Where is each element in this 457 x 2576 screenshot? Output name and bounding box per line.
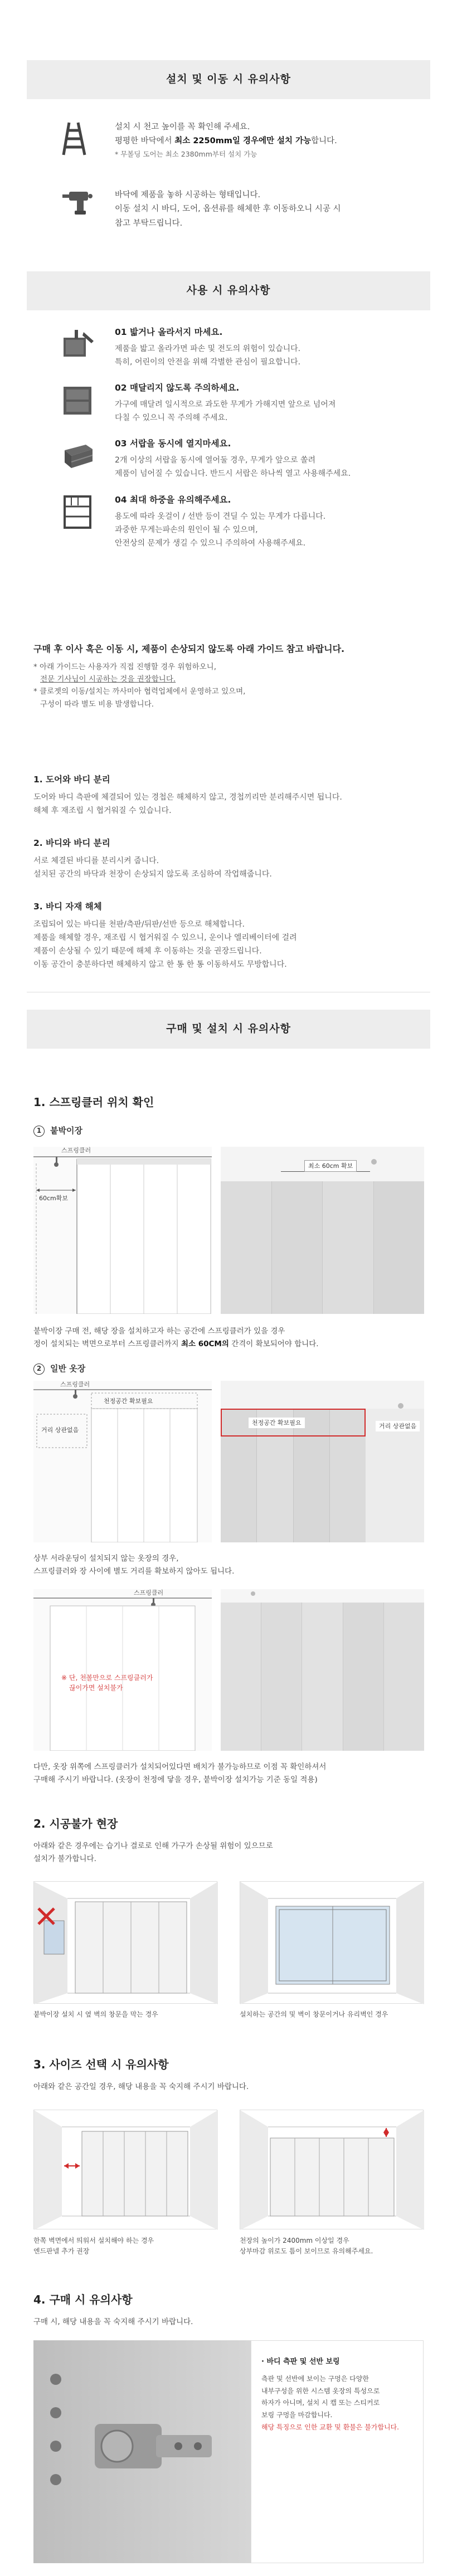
- section-install-move: [0, 60, 457, 99]
- move-note: 전문 기사님이 시공하는 것을 권장합니다.: [40, 675, 176, 684]
- builtin-label: 붙박이장: [50, 1126, 82, 1136]
- step-line: 서로 체결된 바디를 분리시켜 줍니다.: [33, 856, 159, 866]
- hanging-icon: [61, 383, 96, 418]
- note-title: · 바디 측판 및 선반 보링: [261, 2358, 340, 2366]
- sprinkler-title: 1. 스프링클러 위치 확인: [33, 1095, 154, 1109]
- usage-item-title: 01 밟거나 올라서지 마세요.: [115, 327, 223, 337]
- desc-line: 설치가 불가합니다.: [33, 1854, 96, 1863]
- caption-line: 상부 서라운딩이 설치되지 않는 옷장의 경우,: [33, 1554, 179, 1563]
- size-gap-diagram: [33, 2110, 217, 2229]
- caption-line: 다만, 옷장 위쪽에 스프링클러가 설치되어있다면 배치가 불가능하므로 이점 꼭 확인하셔서: [33, 1762, 327, 1771]
- move-step-1: [33, 773, 435, 817]
- usage-item-title: 03 서랍을 동시에 열지마세요.: [115, 439, 231, 449]
- floor-line-3: 참고 부탁드립니다.: [115, 218, 183, 228]
- floor-line-1: 바닥에 제품을 놓하 시공하는 형태입니다.: [115, 191, 261, 199]
- usage-item-title: 02 매달리지 않도록 주의하세요.: [115, 383, 240, 393]
- move-note: * 클로젯의 이동/설치는 까사미아 협력업체에서 운영하고 있으며,: [33, 687, 246, 697]
- purchase-title: 4. 구매 시 유의사항: [33, 2293, 133, 2306]
- diagram-label: 천정공간 확보필요: [104, 1397, 153, 1405]
- usage-item-line: 2개 이상의 서랍을 동시에 열어둘 경우, 무게가 앞으로 쏠려: [115, 456, 316, 465]
- builtin-heading: [33, 1124, 82, 1137]
- section-title-usage: 사용 시 유의사항: [27, 271, 430, 310]
- purchase-desc: 구매 시, 해당 내용을 꼭 숙지해 주시기 바랍니다.: [33, 2317, 193, 2326]
- usage-item-line: 특히, 어린이의 안전을 위해 각별한 관심이 필요합니다.: [115, 358, 301, 367]
- size-desc: 아래와 같은 공간일 경우, 해당 내용을 꼭 숙지해 주시기 바랍니다.: [33, 2082, 249, 2091]
- wardrobe-heading: [33, 1362, 85, 1375]
- no-install-desc: [33, 1840, 435, 1866]
- builtin-photo: [221, 1147, 424, 1314]
- step-line: 조립되어 있는 바디를 천판/측판/뒤판/선반 등으로 해체합니다.: [33, 920, 245, 929]
- section-purchase: [0, 1010, 457, 1049]
- height-line-2: 평평한 바닥에서 최소 2250mm일 경우에만 설치 가능합니다.: [115, 137, 337, 146]
- caption-side-window: 붙박이장 설치 시 옆 벽의 창문을 막는 경우: [33, 2010, 158, 2018]
- usage-item-line: 제품이 넘어질 수 있습니다. 반드시 서랍은 하나씩 열고 사용해주세요.: [115, 469, 351, 479]
- move-step-2: [33, 836, 435, 881]
- drawer-icon: [61, 439, 96, 474]
- step-line: 이동 공간이 충분하다면 해체하지 않고 한 통 한 통 이동하셔도 무방합니다.: [33, 960, 287, 970]
- wardrobe-diagram: [33, 1381, 212, 1542]
- no-install-side-window: [33, 1881, 217, 2004]
- hinge-photo: [33, 2340, 424, 2563]
- sprinkler-warning-photo: [221, 1589, 424, 1751]
- move-title: 구매 후 이사 혹은 이동 시, 제품이 손상되지 않도록 아래 가이드 참고 바랍니다.: [33, 644, 345, 654]
- photo-label: 천정공간 확보필요: [249, 1418, 305, 1428]
- usage-item: [61, 325, 418, 369]
- move-note: * 아래 가이드는 사용자가 직접 진행할 경우 위험하오니,: [33, 662, 216, 671]
- usage-item: [61, 493, 418, 550]
- height-notice: [61, 120, 407, 160]
- step-title: 2. 바디와 바디 분리: [33, 838, 110, 848]
- floor-notice: [61, 188, 418, 231]
- wardrobe-label: 일반 옷장: [50, 1364, 86, 1374]
- section-title-install: 설치 및 이동 시 유의사항: [27, 60, 430, 99]
- note-body: 측판 및 선반에 보이는 구멍은 다양한 내부구성을 위한 시스템 옷장의 특성으로 하자가 아니며, 설치 시 캡 또는 스티커로 보링 구멍을 마감합니다. 해당 특징으로 인한 교환 및 환불은 불가합니다.: [261, 2373, 413, 2433]
- caption-line: 스프링클러와 장 사이에 별도 거리를 확보하지 않아도 됩니다.: [33, 1566, 235, 1576]
- caption-ceiling: 천장의 높이가 2400mm 이상일 경우 상부마감 위로도 틈이 보이므로 유의해주세요.: [240, 2237, 373, 2256]
- drill-icon: [61, 188, 96, 231]
- photo-label: 최소 60cm 확보: [304, 1160, 357, 1172]
- step-line: 설치된 공간의 바닥과 천장이 손상되지 않도록 조심하여 작업해줍니다.: [33, 870, 272, 879]
- height-line-1: 설치 시 천고 높이를 꼭 확인해 주세요.: [115, 123, 250, 132]
- usage-item: [61, 437, 418, 480]
- diagram-dimension: 60cm확보: [39, 1195, 69, 1202]
- move-notes: [33, 661, 435, 710]
- step-line: 제품을 해체할 경우, 재조립 시 협거워질 수 있으니, 운이나 엘리베이터에 걸려: [33, 933, 297, 943]
- move-step-3: [33, 900, 435, 971]
- photo-wardrobe: [221, 1181, 424, 1314]
- sprinkler-warning-diagram: [33, 1589, 212, 1751]
- box-stand-icon: [61, 328, 96, 362]
- caption-gap: 한쪽 벽면에서 띄워서 설치해야 하는 경우 엔드판넬 추가 권장: [33, 2237, 154, 2256]
- usage-item-line: 안전상의 문제가 생길 수 있으니 주의하여 사용해주세요.: [115, 538, 306, 548]
- diagram-label: 스프링클러: [134, 1589, 164, 1596]
- photo-label: 거리 상관없음: [376, 1421, 420, 1431]
- caption-glass-wall: 설치하는 공간의 및 벽이 창문이거나 유리벽인 경우: [240, 2010, 388, 2018]
- shelf-icon: [61, 495, 96, 530]
- usage-item-line: 가구에 매달려 일시적으로 과도한 무게가 가해지면 앞으로 넘어져: [115, 400, 336, 410]
- diagram-label: 거리 상관없음: [41, 1426, 79, 1434]
- size-ceiling-diagram: [240, 2110, 424, 2229]
- height-note: * 무볼딩 도어는 최소 2380mm부터 설치 가능: [115, 149, 257, 158]
- sprinkler-warning-caption: [33, 1761, 435, 1786]
- usage-item-line: 과중한 무게는파손의 원인이 될 수 있으며,: [115, 525, 258, 534]
- size-title: 3. 사이즈 선택 시 유의사항: [33, 2058, 169, 2071]
- caption-line: 붙박이장 구매 전, 해당 장을 설치하고자 하는 공간에 스프링클러가 있을 경우: [33, 1327, 285, 1336]
- hinge-icon: [95, 2390, 217, 2502]
- builtin-diagram: [33, 1147, 212, 1314]
- no-install-title: 2. 시공불가 현장: [33, 1817, 118, 1830]
- step-line: 제품이 손상될 수 있기 때문에 해체 후 이동하는 것을 권장드립니다.: [33, 947, 262, 956]
- floor-line-2: 이동 설치 시 바디, 도어, 옵션류를 해체한 후 이동하오니 시공 시: [115, 204, 341, 214]
- sprinkler-icon: [251, 1591, 255, 1596]
- section-title-purchase: 구매 및 설치 시 유의사항: [27, 1010, 430, 1049]
- builtin-caption: [33, 1325, 435, 1351]
- usage-item-line: 제품을 밟고 올라가면 파손 및 전도의 위험이 있습니다.: [115, 344, 301, 354]
- usage-item-title: 04 최대 하중을 유의해주세요.: [115, 494, 231, 505]
- sprinkler-icon: [398, 1403, 403, 1409]
- usage-item-line: 용도에 따라 옷걸이 / 선반 등이 견딜 수 있는 무게가 다릅니다.: [115, 512, 326, 521]
- wardrobe-photo: [221, 1381, 424, 1542]
- step-title: 1. 도어와 바디 분리: [33, 775, 110, 785]
- step-title: 3. 바디 자재 해체: [33, 902, 102, 912]
- warning-text: ※ 단, 천볼만으로 스프링클러가 끊이가면 설치불가: [61, 1674, 153, 1692]
- diagram-label: 스프링클러: [61, 1147, 91, 1154]
- step-line: 해체 후 재조립 시 협거워질 수 있습니다.: [33, 806, 172, 816]
- usage-items: [61, 325, 418, 550]
- step-line: 도어와 바디 측판에 체결되어 있는 경첩은 해체하지 않고, 경첩끼리만 분리해주시면 됩니다.: [33, 793, 342, 802]
- diagram-label: 스프링클러: [60, 1381, 90, 1388]
- caption-line: 구매해 주시기 바랍니다. (옷장이 천정에 닿을 경우, 붙박이장 설치가능 기준 동일 적용): [33, 1775, 318, 1784]
- section-usage: [0, 271, 457, 310]
- boring-note-box: [251, 2340, 424, 2563]
- circle-number: 2: [33, 1364, 45, 1375]
- circle-number: 1: [33, 1126, 45, 1137]
- usage-item-line: 다칠 수 있으니 꼭 주의해 주세요.: [115, 413, 228, 423]
- wardrobe-caption: [33, 1552, 435, 1578]
- desc-line: 아래와 같은 경우에는 습기나 결로로 인해 가구가 손상될 위험이 있으므로: [33, 1842, 273, 1851]
- note-warning: 해당 특징으로 인한 교환 및 환불은 불가합니다.: [261, 2423, 399, 2431]
- move-note: 구성이 따라 별도 비용 발생합니다.: [40, 699, 154, 709]
- move-guide: [33, 642, 435, 710]
- no-install-glass-wall: [240, 1881, 424, 2004]
- usage-item: [61, 381, 418, 425]
- sprinkler-icon: [371, 1159, 377, 1165]
- caption-line: 정이 설치되는 벽면으로부터 스프링클러까지 최소 60CM의 간격이 확보되어야 합니다.: [33, 1339, 319, 1348]
- ladder-icon: [61, 120, 96, 160]
